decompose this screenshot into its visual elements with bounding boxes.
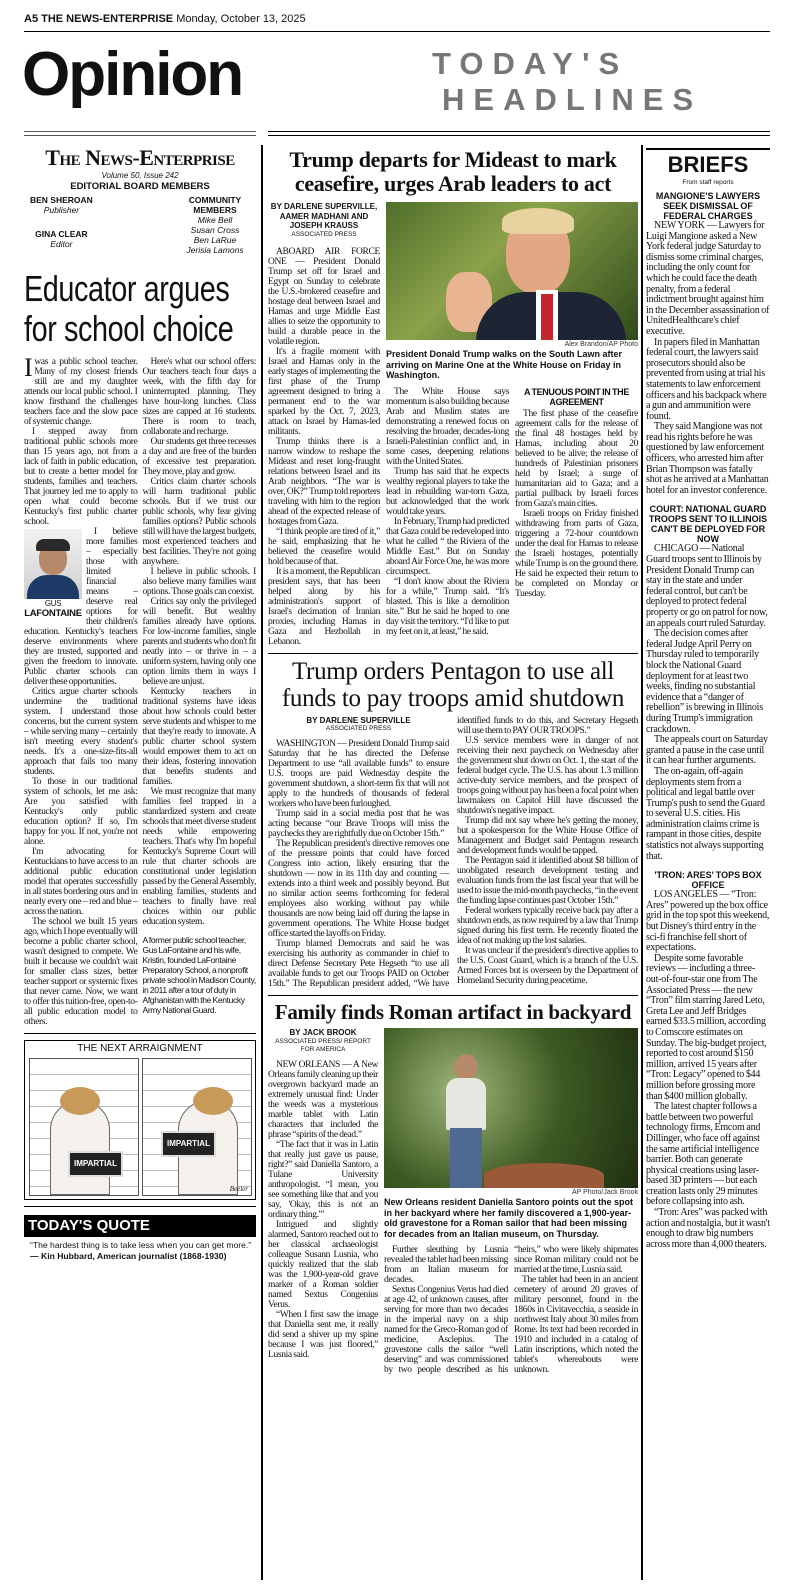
editorial-paragraph: Our students get three recesses a day and are free of the burden of excessive test preparation. They move, play and grow. [142,437,256,477]
roman-headline: Family finds Roman artifact in backyard [274,1000,632,1024]
editorial-paragraph: Kentucky teachers in traditional systems have ideas about how schools could better serve students and whisper to me that they're ready to innovate. A public charter school system would empower them to act on their ideas, fostering innovation that benefits students and families. [142,687,256,787]
article-paragraph: WASHINGTON — President Donald Trump said Saturday that he has directed the Defense Department to use “all available funds” to ensure U.S. troops are paid Wednesday despite the government shutdown, a short-term fix that will not apply to the hundreds of thousands of federal workers who have been furloughed. [268,739,449,809]
article-paragraph: Trump did not say where he's getting the money, but a spokesperson for the White House Office of Management and Budget said Pentagon research and development funds would be tapped. [457,815,638,856]
divider [24,1206,256,1207]
divider [268,995,638,996]
brief-paragraph: They said Mangione was not read his rights before he was questioned by law enforcement officers, who arrested him after Brian Thompson was fatally shot as he arrived at a Manhattan hotel for an investor conference. [646,421,769,496]
article-paragraph: Federal workers typically receive back pay after a shutdown ends, as now required by a law that Trump signed during his first term. He recently floated the idea of not making up the lost salaries. [457,905,638,946]
briefs-body [646,191,770,1250]
article-paragraph: The first phase of the ceasefire agreement calls for the release of the final 48 hostages held by Hamas, including about 20 believed to be alive; the release of hundreds of Palestinian prisoners held by Israel; a surge of humanitarian aid to Gaza; and a partial pullback by Israeli forces from Gaza's main cities. [515,408,638,509]
page-number: A5 [24,13,39,25]
photo-caption: New Orleans resident Daniella Santoro points out the spot in her backyard where her family discovered a 1,900-year-old gravestone for a Roman sailor that had been missing for decades from an Italian museum, on Thursday. [384,1197,634,1239]
issue-date: Monday, October 13, 2025 [176,13,306,25]
article-paragraph: ABOARD AIR FORCE ONE — President Donald Trump set off for Israel and Egypt on Sunday to celebrate the U.S.-brokered ceasefire and hostage deal between Israel and Hamas and urge Middle East allies to seize the opportunity to build a durable peace in the volatile region. [268,246,380,347]
member-name: Ben LaRue [193,235,237,245]
roman-backyard-photo [384,1028,638,1188]
mideast-article [268,202,638,647]
roman-article [268,1028,638,1375]
middle-column [268,148,638,1375]
cartoon-sign: IMPARTIAL [68,1151,123,1177]
cartoon-title: THE NEXT ARRAIGNMENT [77,1043,203,1054]
article-paragraph: It was unclear if the president's directive applies to the U.S. Coast Guard, which is a branch of the U.S. Armed Forces but is overseen by the Department of Homeland Security during peacetime. [457,945,638,986]
article-paragraph: Intrigued and slightly alarmed, Santoro reached out to her classical archaeologist colleague Susann Lusnia, who quickly realized that the slab was the 1,900-year-old grave marker of a Roman soldier named Sextus Congenius Verus. [268,1219,378,1310]
editorial-headline: Educator argues for school choice [24,268,234,349]
author-photo [24,529,82,619]
quote-title: TODAY'S QUOTE [24,1215,256,1237]
masthead-logo: The News-Enterprise [45,145,235,170]
board-community [180,195,250,255]
article-paragraph: Further sleuthing by Lusnia revealed the tablet had been missing from an Italian museum for decades. [384,1245,508,1285]
member-name: GINA CLEAR [35,229,88,239]
pentagon-headline: Trump orders Pentagon to use all funds to pay troops amid shutdown [281,657,625,712]
author-headshot [24,529,82,599]
editorial-paragraph: Critics argue charter schools undermine the traditional system. I understand those concerns, but the current system – while serving many – certainly isn't meeting every student's needs. It's a one-size-fits-all approach that fails too many students. [24,687,138,777]
todays-label: TODAY'S [432,46,629,81]
column-divider [641,145,643,1580]
editorial-paragraph: I believe more families – especially those with limited financial means – deserve real options for their children's education. Kentucky's teachers deserve environments where they are trusted, supported and given the freedom to innovate. Public charter schools can deliver these opportunities. [24,527,138,687]
brief-paragraph: LOS ANGELES — “Tron: Ares” powered up the box office grid in the top spot this weekend, but Disney's third entry in the sci-fi franchise fell short of expectations. [646,889,770,954]
editorial-paragraph: I stepped away from traditional public schools more than 15 years ago, not from a lack of faith in public education, but to create a better model for students, families and teachers. That journey led me to apply to open what could become Kentucky's first public charter school. [24,427,138,527]
cartoon-signature: Beeler [229,1185,248,1193]
brief-paragraph: The latest chapter follows a battle between two powerful technology firms, Emcom and Dillinger, who face off against the same artificial intelligence barrier. Both can generate physical creations using laser-based 3D printers — but each creation lasts only 29 minutes before collapsing into ash. [646,1101,761,1208]
editorial-paragraph: Iwas a public school teacher. Many of my closest friends still are and my daughter attends our local public school. I know firsthand the challenges teachers face and the slow pace of systemic change. [24,353,138,427]
divider [268,653,638,654]
article-paragraph: The White House says momentum is also building because Arab and Muslim states are demonstrating a renewed focus on resolving the broader, decades-long Israeli-Palestinian conflict and, in some cases, deepening relations with the United States. [386,386,509,467]
member-name: BEN SHEROAN [30,195,93,205]
article-paragraph: The tablet had been in an ancient cemetery of around 20 graves of military personnel, found in the 1860s in Civitavecchia, a seaside in northwest Italy about 30 miles from Rome. Its text had been recorded in 1910 and included in a catalog of Latin inscriptions, which noted the tablet's whereabouts were unknown. [514,1275,638,1375]
brief-headline: 'TRON: ARES' TOPS BOX OFFICE [654,870,762,891]
photo-caption: President Donald Trump walks on the South Lawn after arriving on Marine One at the White House on Friday in Washington. [386,349,623,380]
brief-paragraph: CHICAGO — National Guard troops sent to Illinois by President Donald Trump can stay in the state and under federal control, but can't be deployed to protect federal property or go on patrol for now, an appeals court ruled Saturday. [646,543,768,629]
article-paragraph: Israeli troops on Friday finished withdrawing from parts of Gaza, triggering a 72-hour countdown under the deal for Hamas to release the Israeli hostages, potentially while Trump is on the ground there. He said he expected their return to be completed on Monday or Tuesday. [515,508,638,599]
todays-quote [24,1237,256,1261]
left-column [24,145,256,1261]
author-last-name: LAFONTAINE [24,608,82,619]
brief-paragraph: NEW YORK — Lawyers for Luigi Mangione asked a New York federal judge Saturday to dismiss some criminal charges, including the only count for which he could face the death penalty, from a federal indictment brought against him in the December assassination of UnitedHealthcare's chief executive. [646,220,770,337]
editorial-paragraph: Critics say only the privileged will benefit. But wealthy families already have options. For low-income families, single parents and students who don't fit neatly into – or thrive in – a uniform system, having only one option limits them in ways I believe are unjust. [142,597,256,687]
member-name: Jerisia Lamons [186,245,244,255]
member-name: Susan Cross [190,225,240,235]
cartoon-sign: IMPARTIAL [161,1131,216,1157]
member-role: Publisher [43,205,80,215]
member-name: Mike Bell [197,215,233,225]
editorial-cartoon [24,1040,256,1200]
article-paragraph: The Pentagon said it identified about $8 billion of unobligated research development testing and evaluation funds from the last fiscal year that will be used to issue the mid-month paychecks, “in the event the funding lapse continues past October 15th.” [457,855,638,906]
brief-headline: MANGIONE'S LAWYERS SEEK DISMISSAL OF FEDERAL CHARGES [655,191,761,221]
mideast-col-3 [515,387,638,637]
article-paragraph: Trump has said that he expects wealthy regional players to take the lead in rebuilding war-torn Gaza, but acknowledged that the work would take years. [386,466,509,517]
photo-credit: Alex Brandon/AP Photo [564,341,638,348]
todays-headlines-banner [432,46,772,118]
editorial-paragraph: Here's what our school offers: Our teachers teach four days a week, with the fifth day for uninterrupted planning. They have hour-long lunches. Class sizes are capped at 16 students. There is room to teach, collaborate and recharge. [142,357,256,437]
briefs-source: From staff reports [682,179,734,186]
cartoon-panel [29,1058,139,1196]
byline-agency: ASSOCIATED PRESS [291,230,357,238]
board-publisher [30,195,93,215]
mideast-byline [268,202,380,239]
section-title: Opinion [22,40,243,109]
headlines-label: HEADLINES [442,82,703,117]
byline-authors: BY DARLENE SUPERVILLE, AAMER MADHANI AND JOSEPH KRAUSS [270,202,378,230]
article-paragraph: “I think people are tired of it,” he said, emphasizing that he believed the ceasefire would hold because of that. [268,526,380,567]
editorial-body [24,353,256,1027]
board-editor [30,229,93,249]
article-paragraph: Trump blamed Democrats and said he was exercising his authority as commander in chief to direct Defense Secretary Pete Hegseth “to use all available funds to get our Troops PAID on October 15th.” The Republican president added, “We have identified funds to do this, and Secretary Hegseth will use them to PAY OUR TROOPS.” [268,715,638,989]
volume-issue: Volume 50, Issue 242 [101,171,179,180]
editorial-paragraph: Critics claim charter schools will harm traditional public schools. But if we trust our public schools, why fear giving families options? Public schools still will have the largest budgets, most experienced teachers and best facilities. They're not going anywhere. [142,477,256,567]
mideast-col-2 [386,387,509,637]
article-paragraph: “The fact that it was in Latin that really just gave us pause, right?” said Daniella Santoro, a Tulane University anthropologist. “I mean, you see something like that and you say, 'Okay, this is not an ordinary thing.'” [268,1139,378,1220]
article-paragraph: Trump thinks there is a narrow window to reshape the Mideast and reset long-fraught relations between Israel and its Arab neighbors. “The war is over, OK?” Trump told reporters traveling with him to the region ahead of the expected release of hostages from Gaza. [268,436,380,527]
briefs-title: BRIEFS [646,148,770,178]
article-paragraph: “I don't know about the Riviera for a while,” Trump said. “It's blasted. This is like a demolition site.” But he said he hoped to one day visit the territory. “I'd like to put my feet on it, at least,” he said. [386,576,509,637]
author-bio: A former public school teacher, Gus LaFontaine and his wife, Kristin, founded LaFontaine Preparatory School, a nonprofit private school in Madison County, in 2011 after a tour of duty in Afghanistan with the Kentucky Army National Guard. [142,935,256,1015]
brief-paragraph: The decision comes after federal Judge April Perry on Thursday ruled to temporarily block the National Guard deployment for at least two weeks, finding no substantial evidence that a “danger of rebellion” is brewing in Illinois during Trump's immigration crackdown. [646,628,763,735]
mideast-col-1 [268,247,380,647]
article-paragraph: U.S service members were in danger of not receiving their next paycheck on Wednesday after the government shut down on Oct. 1, the start of the federal budget cycle. The U.S. has about 1.3 million active-duty service members, and the prospect of troops going without pay has been a focal point when lawmakers on Capitol Hill have discussed the shutdown's negative impact. [457,735,638,816]
editorial-paragraph: To those in our traditional system of schools, let me ask: Are you satisfied with Kentucky's only public education option? If so, I'm happy for you. If not, you're not alone. [24,777,138,847]
roman-photo-block [384,1028,638,1375]
mideast-headline: Trump departs for Mideast to mark ceasefire, urges Arab leaders to act [289,147,617,196]
author-first-name: GUS [44,599,62,608]
editorial-paragraph: We must recognize that many families feel trapped in a standardized system and create schools that meet diverse student needs while empowering teachers. That's why I'm hopeful Kentucky's Supreme Court will rule that charter schools are constitutional under legislation passed by the General Assembly, enabling families, students and teachers to finally have real choices within our public education system. [142,787,256,927]
board-title: EDITORIAL BOARD MEMBERS [70,181,210,192]
page-header [24,10,770,32]
editorial-paragraph: I believe in public schools. I also believe many families want options. Those goals can coexist. [142,567,256,597]
article-paragraph: The Republican president's directive removes one of the pressure points that could have forced Congress into action, likely ensuring that the shutdown — now in its 11th day and counting — extends into a third week and possibly beyond. But no similar action seems forthcoming for federal employees also working without pay while thousands are now being laid off during the lapse in government operations. The White House budget office started the layoffs on Friday. [268,839,449,939]
article-paragraph: “When I first saw the image that Daniella sent me, it really did send a shiver up my spine because I was just floored,” Lusnia said. [268,1309,378,1360]
board-members [24,193,256,255]
section-rule [268,131,770,136]
article-paragraph: It is a moment, the Republican president says, that has been helped along by his administration's support of Israel's decimation of Iranian proxies, including Hamas in Gaza and Hezbollah in Lebanon. [268,566,380,647]
paper-name: THE NEWS-ENTERPRISE [41,13,174,25]
brief-paragraph: “Tron: Ares” was packed with action and nostalgia, but it wasn't enough to draw big numbers across more than 4,000 theaters. [646,1207,770,1250]
byline-agency: ASSOCIATED PRESS/ REPORT FOR AMERICA [275,1037,371,1053]
column-divider [261,145,263,1580]
pentagon-byline [268,716,449,734]
photo-credit: AP Photo/Jack Brook [571,1189,638,1196]
brief-paragraph: In papers filed in Manhattan federal court, the lawyers said prosecutors should also be prevented from using at trial his statements to law enforcement officers and his backpack where a gun and ammunition were found. [646,336,767,422]
byline-authors: BY JACK BROOK [289,1028,357,1037]
brief-paragraph: Despite some favorable reviews — including a three-out-of-four-star one from The Associated Press — the new “Tron” film starring Jared Leto, Greta Lee and Jeff Bridges earned $33.5 million, according to Comscore estimates on Sunday. The big-budget project, reported to cost around $150 million, arrived 15 years after “Tron: Legacy” opened to $44 million before grossing more than $400 million globally. [646,952,767,1102]
quote-text: “The hardest thing is to take less when you can get more.” [30,1240,252,1250]
divider [24,1033,256,1034]
byline-agency: ASSOCIATED PRESS [325,725,392,732]
article-paragraph: In February, Trump had predicted that Gaza could be redeveloped into what he called “ the Riviera of the Middle East.” But on Sunday aboard Air Force One, he was more circumspect. [386,516,509,577]
editorial-paragraph: I'm advocating for Kentuckians to have access to an additional public education model that operates successfully in all states bordering ours and in nearly every one – red and blue – across the nation. [24,847,138,917]
right-column [646,148,770,1250]
section-rule [24,131,256,136]
roman-col-1 [268,1028,378,1375]
pentagon-body [268,716,638,990]
article-paragraph: Trump said in a social media post that he was acting because “our Brave Troops will miss the paychecks they are rightfully due on October 15th.” [268,809,449,839]
community-title: COMMUNITY MEMBERS [188,195,242,215]
byline-authors: BY DARLENE SUPERVILLE [306,715,411,725]
article-paragraph: It's a fragile moment with Israel and Hamas only in the early stages of implementing the first phase of the Trump agreement designed to bring a permanent end to the war sparked by the Oct. 7, 2023, attack on Israel by Hamas-led militants. [268,346,380,437]
brief-paragraph: The appeals court on Saturday granted a pause in the case until it can hear further arguments. [646,734,768,767]
mideast-subhead: A TENUOUS POINT IN THE AGREEMENT [524,386,629,407]
cartoon-panel [142,1058,252,1196]
editorial-paragraph: The school we built 15 years ago, which I hope eventually will become a public charter school, wasn't designed to compete. We built it because we couldn't wait for smaller class sizes, better teacher support or systemic fixes that never came. Now, we want to offer this tuition-free, open-to-all public education model to others. [24,917,138,1027]
trump-photo [386,202,638,340]
roman-col-2 [384,1245,638,1375]
quote-attribution: — Kin Hubbard, American journalist (1868-1930) [30,1250,227,1261]
member-role: Editor [50,239,73,249]
article-paragraph: Sextus Congenius Verus had died at age 42, of unknown causes, after serving for more than two decades in the imperial navy on a ship named for the Greco-Roman god of medicine, Asclepius. The gravestone calls the sailor “well deserving” and was commissioned by two people described as his “heirs,” who were likely shipmates since Roman military could not be married at the time, Lusnia said. [384,1245,638,1375]
brief-paragraph: The on-again, off-again deployments stem from a political and legal battle over Trump's push to send the Guard to several U.S. cities. His administration claims crime is rampant in those cities, despite statistics not always supporting that. [646,765,765,862]
brief-headline: COURT: NATIONAL GUARD TROOPS SENT TO ILLINOIS CAN'T BE DEPLOYED FOR NOW [648,504,768,545]
article-paragraph: NEW ORLEANS — A New Orleans family cleaning up their overgrown backyard made an extremely unusual find: Under the weeds was a mysterious marble tablet with Latin characters that included the phrase “spirits of the dead.” [268,1059,378,1140]
roman-byline [268,1028,378,1054]
